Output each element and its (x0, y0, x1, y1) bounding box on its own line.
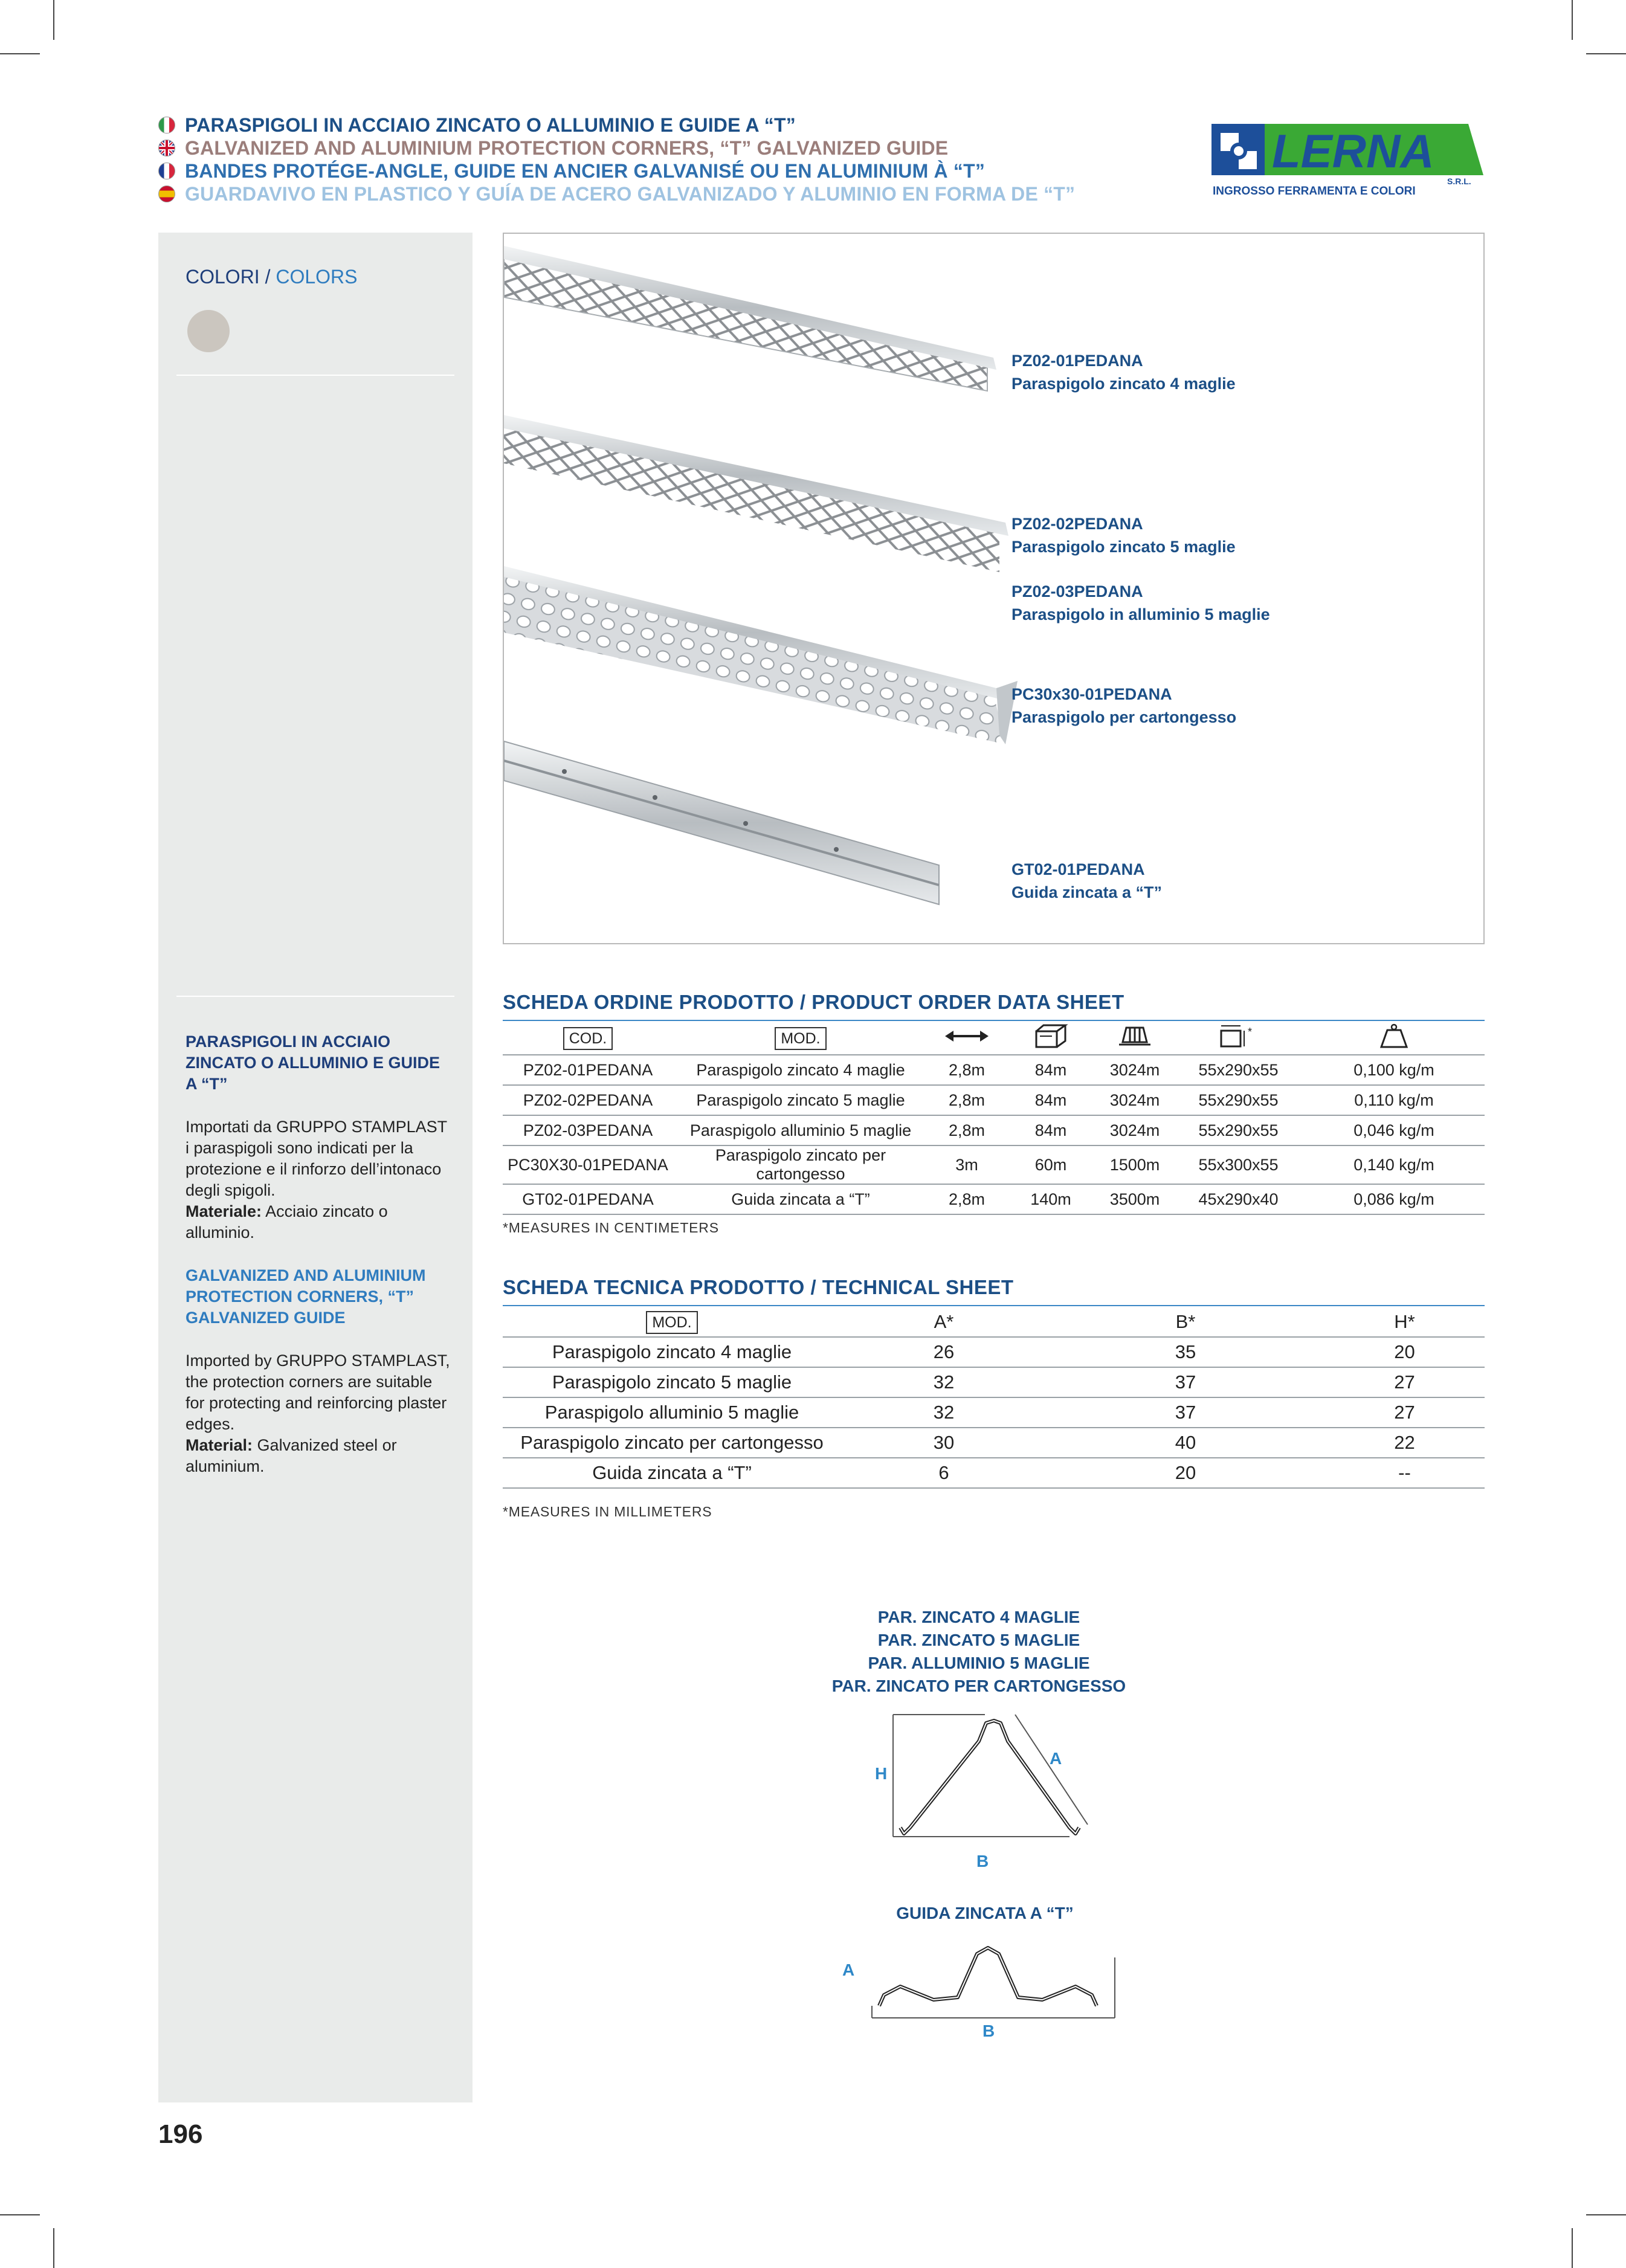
product-label: PZ02-02PEDANA Paraspigolo zincato 5 maglie (1011, 515, 1236, 556)
divider (176, 996, 454, 997)
product-label: GT02-01PEDANA Guida zincata a “T” (1011, 860, 1163, 901)
a-label: A (1050, 1749, 1062, 1768)
header-titles (158, 114, 1155, 205)
description-it (186, 1031, 451, 1477)
box-dimensions-icon (1218, 1022, 1260, 1050)
description-it-body: Importati da GRUPPO STAMPLAST i paraspigoli sono indicati per la protezione e il rinforzo dell’intonaco degli spigoli. (186, 1118, 447, 1199)
italy-flag-icon (158, 117, 175, 134)
tech-sheet-note: *MEASURES IN MILLIMETERS (503, 1504, 712, 1519)
guide-profile-diagram (867, 1939, 1127, 2030)
guide-diagram-title: GUIDA ZINCATA A “T” (896, 1904, 1074, 1922)
b-header: B* (1047, 1307, 1324, 1337)
table-row: GT02-01PEDANA Guida zincata a “T” 2,8m 140m 3500m 45x290x40 0,086 kg/m (503, 1184, 1485, 1214)
title-fr: BANDES PROTÉGE-ANGLE, GUIDE EN ANCIER GALVANISÉ OU EN ALUMINIUM À “T” (158, 159, 1155, 182)
crop-mark (1586, 2214, 1626, 2215)
table-row: Paraspigolo alluminio 5 maglie 32 37 27 (503, 1397, 1485, 1428)
mod-header: MOD. (646, 1311, 697, 1334)
h-header: H* (1324, 1307, 1485, 1337)
description-it-title: PARASPIGOLI IN ACCIAIO ZINCATO O ALLUMINIO E GUIDE A “T” (186, 1033, 440, 1093)
tech-sheet-rule (503, 1305, 1485, 1306)
svg-text:*: * (1247, 1026, 1252, 1038)
color-swatch (187, 310, 230, 352)
crop-mark (1572, 0, 1573, 40)
corner-profile-diagram (888, 1710, 1106, 1849)
page-number: 196 (158, 2119, 203, 2149)
material-en: Material: Galvanized steel or aluminium. (186, 1436, 397, 1475)
description-en-title: GALVANIZED AND ALUMINIUM PROTECTION CORNERS, “T” GALVANIZED GUIDE (186, 1266, 426, 1327)
product-label: PZ02-03PEDANA Paraspigolo in alluminio 5 maglie (1011, 582, 1270, 623)
spain-flag-icon (158, 185, 175, 202)
h-label: H (875, 1764, 888, 1783)
colors-heading: COLORI / COLORS (186, 266, 358, 288)
product-photo-illustration (504, 234, 1485, 944)
logo-tagline: INGROSSO FERRAMENTA E COLORI (1213, 185, 1416, 196)
cod-header: COD. (563, 1027, 613, 1050)
order-sheet-rule (503, 1020, 1485, 1021)
uk-flag-icon (158, 140, 175, 156)
order-sheet-table (503, 1022, 1485, 1215)
lerna-logo (1205, 118, 1483, 196)
product-label: PC30x30-01PEDANA Paraspigolo per cartongesso (1011, 685, 1237, 726)
logo-wordmark: LERNA (1272, 124, 1434, 178)
order-sheet-note: *MEASURES IN CENTIMETERS (503, 1220, 719, 1235)
crop-mark (53, 0, 54, 40)
table-header-row (503, 1307, 1485, 1337)
tech-sheet-title: SCHEDA TECNICA PRODOTTO / TECHNICAL SHEET (503, 1276, 1014, 1298)
table-row: Paraspigolo zincato 4 maglie 26 35 20 (503, 1337, 1485, 1367)
table-row: Paraspigolo zincato 5 maglie 32 37 27 (503, 1367, 1485, 1397)
title-en: GALVANIZED AND ALUMINIUM PROTECTION CORNERS, “T” GALVANIZED GUIDE (158, 137, 1155, 159)
title-it: PARASPIGOLI IN ACCIAIO ZINCATO O ALLUMINIO E GUIDE A “T” (158, 114, 1155, 137)
table-header-row (503, 1022, 1485, 1055)
crop-mark (0, 53, 40, 54)
pallet-icon (1117, 1024, 1153, 1048)
b-label: B (976, 1852, 989, 1870)
corner-diagram-title: PAR. ZINCATO 4 MAGLIE PAR. ZINCATO 5 MAGLIE PAR. ALLUMINIO 5 MAGLIE PAR. ZINCATO PER CARTONGESSO (831, 1608, 1126, 1695)
b-label: B (982, 2022, 995, 2040)
crop-mark (1586, 53, 1626, 54)
a-header: A* (841, 1307, 1047, 1337)
logo-suffix: S.R.L. (1447, 176, 1471, 186)
crop-mark (0, 2214, 40, 2215)
a-label: A (842, 1960, 855, 1979)
divider (176, 375, 454, 376)
table-row: PZ02-02PEDANA Paraspigolo zincato 5 maglie 2,8m 84m 3024m 55x290x55 0,110 kg/m (503, 1085, 1485, 1115)
product-photo (503, 233, 1485, 944)
order-sheet-title: SCHEDA ORDINE PRODOTTO / PRODUCT ORDER DATA SHEET (503, 991, 1124, 1013)
table-row: PC30X30-01PEDANA Paraspigolo zincato per cartongesso 3m 60m 1500m 55x300x55 0,140 kg/m (503, 1145, 1485, 1184)
table-row: PZ02-01PEDANA Paraspigolo zincato 4 maglie 2,8m 84m 3024m 55x290x55 0,100 kg/m (503, 1055, 1485, 1085)
sidebar (158, 233, 473, 2102)
pack-icon (1033, 1023, 1069, 1049)
table-row: PZ02-03PEDANA Paraspigolo alluminio 5 maglie 2,8m 84m 3024m 55x290x55 0,046 kg/m (503, 1115, 1485, 1145)
mod-header: MOD. (775, 1027, 826, 1050)
material-it: Materiale: Acciaio zincato o alluminio. (186, 1202, 388, 1242)
title-es: GUARDAVIVO EN PLASTICO Y GUÍA DE ACERO GALVANIZADO Y ALUMINIO EN FORMA DE “T” (158, 182, 1155, 205)
weight-icon (1379, 1023, 1409, 1049)
description-en-body: Imported by GRUPPO STAMPLAST, the protection corners are suitable for protecting and reinforcing plaster edges. (186, 1351, 450, 1433)
crop-mark (1572, 2228, 1573, 2268)
product-label: PZ02-01PEDANA Paraspigolo zincato 4 maglie (1011, 352, 1236, 393)
length-icon (944, 1027, 990, 1045)
crop-mark (53, 2228, 54, 2268)
france-flag-icon (158, 163, 175, 179)
table-row: Guida zincata a “T” 6 20 -- (503, 1458, 1485, 1488)
tech-sheet-table (503, 1307, 1485, 1489)
table-row: Paraspigolo zincato per cartongesso 30 40 22 (503, 1428, 1485, 1458)
